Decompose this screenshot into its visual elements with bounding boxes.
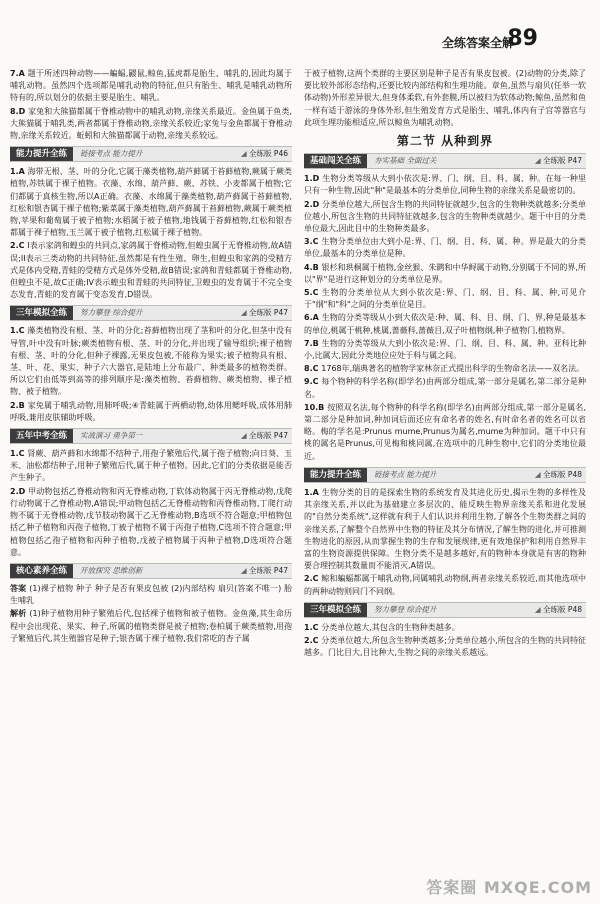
section-bar-subtitle: 链接考点 能力提升 bbox=[374, 469, 437, 479]
section-heading: 第二节 从种到界 bbox=[396, 134, 494, 149]
section-bar bbox=[10, 146, 292, 162]
answer-number: 3.C bbox=[304, 237, 322, 247]
answer-number: 7.B bbox=[304, 338, 322, 348]
answer-number: 4.B bbox=[304, 262, 322, 272]
answer-text: 家兔属于哺乳动物,用肺呼吸;④青蛙属于两栖动物,幼体用鳃呼吸,成体用肺呼吸,兼用皮肤辅助呼吸。 bbox=[10, 400, 292, 422]
section-bar-ref: ◢ 全练版 P48 bbox=[535, 468, 582, 482]
answer-item bbox=[304, 173, 586, 197]
answer-number: 9.C bbox=[304, 377, 322, 387]
section-bar-subtitle: 努力攀登 综合提升 bbox=[80, 308, 143, 318]
header-title: 全练答案全解 bbox=[441, 36, 514, 50]
answer-text: I表示家鸽和蝗虫的共同点,家鸽属于脊椎动物,但蝗虫属于无脊椎动物,故A错误;II表示三类动物的共同特征,虽然都是有性生殖、卵生,但蝗虫和家鸽的受精方式是体内受精,青蛙的受精方式是体外受精,故B错误;家鸽和青蛙都属于脊椎动物,但蝗虫不是,故C正确;IV表示蝗虫和青蛙的共同特征,卫蝗虫的发育属于不完全变态发育,青蛙的发育属于变态发育,D错误。 bbox=[10, 241, 292, 300]
answer-number: 1.C bbox=[10, 449, 28, 459]
answer-number: 8.D bbox=[10, 106, 29, 116]
section-bar-title: 核心素养全练 bbox=[10, 564, 73, 578]
answer-item bbox=[304, 376, 586, 400]
watermark: 答案圈 MXQE.COM bbox=[426, 878, 592, 897]
answer-item bbox=[304, 287, 586, 311]
section-bar-title: 能力提升全练 bbox=[304, 468, 367, 482]
answer-item bbox=[304, 487, 586, 572]
answer-text: (1)裸子植物 种子 种子是否有果皮包被 (2)内部结构 扇贝(答案不唯一) 胎生哺乳 bbox=[10, 583, 292, 606]
section-bar-ref: ◢ 全练版 P46 bbox=[241, 147, 288, 161]
answer-item bbox=[304, 199, 586, 236]
answer-item bbox=[10, 325, 292, 398]
section-bar bbox=[304, 467, 586, 483]
answer-text: 题干所述四种动物——蝙蝠,鼹鼠,鲸鱼,猛虎都是胎生、哺乳的,因此均属于哺乳动物。虽然四个选项都是哺乳动物的特征,但只有胎生、哺乳是哺乳动物所特有的,所以划分的依据主要是胎生、哺乳。 bbox=[10, 69, 292, 103]
answer-item bbox=[10, 608, 292, 645]
section-bar-subtitle: 实战演习 勇争第一 bbox=[80, 431, 143, 441]
answer-text: 于被子植物,这两个类群的主要区别是种子是否有果皮包被。(2)动物的分类,除了要比较外部形态结构,还要比较内部结构和生理功能。章鱼,虽然与扇贝(任举一软体动物)外形差异很大,但身体柔软,有外套膜,所以被归为软体动物;鲸鱼,虽然和鱼一样有适于游泳的身体外形,但生殖发育方式是胎生、哺乳,体内有子宫等器官与此项生理功能相适应,所以鲸鱼为哺乳动物。 bbox=[304, 69, 586, 127]
answer-item bbox=[10, 448, 292, 485]
section-bar-ref: ◢ 全练版 P47 bbox=[241, 306, 288, 320]
answer-text: 生物分类等级从大到小依次是:界、门、纲、目、科、属、种。在每一种里只有一种生物,因此"种"是最基本的分类单位,同种生物的亲缘关系是最密切的。 bbox=[304, 174, 587, 196]
answer-number: 2.D bbox=[10, 486, 29, 496]
answer-number: 1.C bbox=[10, 326, 28, 336]
answer-text: 生物的分类等级从大到小依次是:界、门、纲、目、科、属、种。亚科比种小,比属大,因此分类地位应处于科与属之间。 bbox=[304, 338, 586, 361]
answer-item bbox=[304, 635, 586, 659]
section-bar-title: 五年中考全练 bbox=[10, 429, 73, 443]
answer-item bbox=[304, 573, 586, 597]
section-bar-title: 三年模拟全练 bbox=[304, 603, 367, 617]
answer-item bbox=[10, 486, 292, 559]
answer-text: 分类单位越大,所包含生物种类越多;分类单位越小,所包含的生物的共同特征越多。门比目大,目比种大,生物之间的亲缘关系越远。 bbox=[304, 635, 587, 658]
answer-number: 8.C bbox=[304, 364, 322, 374]
answer-item bbox=[10, 583, 292, 607]
page-header bbox=[0, 0, 600, 58]
section-bar-subtitle: 夯实基础 全面过关 bbox=[374, 156, 437, 166]
answer-number: 6.A bbox=[304, 313, 322, 323]
answer-item bbox=[304, 338, 586, 362]
answer-text: 甲动物包括乙脊椎动物和丙无脊椎动物,丁软体动物属于丙无脊椎动物,戊爬行动物属于乙脊椎动物,A错误;甲动物包括乙无脊椎动物和丙脊椎动物,丁爬行动物不属于无脊椎动物,戊节肢动物属于乙无脊椎动物,B选项不符合题意;甲植物包括乙种子植物和丙孢子植物,丁被子植物不属于丙孢子植物,C选项不符合题意;甲植物包括乙孢子植物和丙种子植物,戊被子植物属于丙种子植物,D选项符合题意。 bbox=[10, 486, 292, 557]
section-bar bbox=[10, 305, 292, 321]
answer-item bbox=[10, 68, 292, 105]
answer-text: 按照双名法,每个物种的科学名称(即学名)由两部分组成,第一部分是属名,第二部分是种加词,种加词后面还应有命名者的姓名,有时命名者的姓名可以省略。梅的学名是:Prunus mume,Prunus为属名,mume为种加词。题干中只有桃的属名是Prunus,可见梅和桃同属,在选项中的几种生物中,它们的分类地位最近。 bbox=[304, 402, 586, 461]
answer-item bbox=[304, 236, 586, 260]
answer-item bbox=[304, 312, 586, 336]
answer-text: 银杉和珙桐属于植物,金丝猴、朱鹮和中华鲟属于动物,分别属于不同的界,所以"界"是进行这种划分的分类单位是界。 bbox=[304, 262, 586, 284]
answer-text: 生物的分类单位从大到小依次是:界、门、纲、目、科、属、种,可见介于"纲"和"科"之间的分类单位是目。 bbox=[304, 288, 586, 310]
section-bar-title: 三年模拟全练 bbox=[10, 306, 73, 320]
answer-item bbox=[10, 106, 292, 143]
answer-text: 家兔和大熊猫都属于脊椎动物中的哺乳动物,亲缘关系最近。金鱼属于鱼类,大熊猫属于哺乳类,两者都属于脊椎动物,亲缘关系较近;家兔与金鱼都属于脊椎动物,亲缘关系较近。蚯蚓和大熊猫都属于动物,亲缘关系较远。 bbox=[10, 106, 292, 141]
answer-text: 生物分类单位由大到小是:界、门、纲、目、科、属、种。界是最大的分类单位,最基本的分类单位是种。 bbox=[304, 237, 586, 259]
section-bar-subtitle: 链接考点 能力提升 bbox=[80, 149, 143, 159]
section-bar-ref: ◢ 全练版 P47 bbox=[241, 564, 288, 578]
section-bar-subtitle: 开放探究 思维创新 bbox=[80, 565, 143, 575]
answer-text: 分类单位越大,其包含的生物种类越多。 bbox=[321, 622, 460, 632]
answer-item bbox=[304, 402, 586, 463]
answer-text: 生物的分类等级从小到大依次是:种、属、科、目、纲、门、界,种是最基本的单位,桃属于桃种,桃属,蔷薇科,蔷薇目,双子叶植物纲,种子植物门,植物界。 bbox=[304, 313, 586, 335]
answer-number: 答案 bbox=[10, 583, 30, 593]
answer-item bbox=[10, 166, 292, 239]
section-bar-title: 能力提升全练 bbox=[10, 147, 73, 161]
section-bar bbox=[10, 428, 292, 444]
answer-number: 1.C bbox=[304, 622, 322, 632]
answer-item bbox=[10, 240, 292, 301]
section-bar bbox=[10, 563, 292, 579]
section-bar bbox=[304, 602, 586, 618]
answer-text: 藻类植物没有根、茎、叶的分化;苔藓植物出现了茎和叶的分化,但茎中没有导管,叶中没有叶脉;蕨类植物有根、茎、叶的分化,并出现了输导组织;裸子植物有根、茎、叶的分化,但种子裸露,无果皮包被,不能称为果实;被子植物具有根、茎、叶、花、果实、种子六大器官,是陆地上分布最广、种类最多的植物类群。所以它们由低等到高等的排列顺序是:藻类植物、苔藓植物、蕨类植物、裸子植物、被子植物。 bbox=[10, 326, 292, 397]
section-bar bbox=[304, 153, 586, 169]
answer-text: (1)种子植物用种子繁殖后代,包括裸子植物和被子植物。金鱼藻,其生命历程中会出现花、果实、种子,所属的植物类群是被子植物;卷柏属于蕨类植物,用孢子繁殖后代,其生殖器官是种子;银杏属于裸子植物,我们常吃的杏子属 bbox=[10, 609, 292, 643]
answer-text: 肾蕨、葫芦藓和水绵都不结种子,用孢子繁殖后代,属于孢子植物;向日葵、玉米、油松都结种子,用种子繁殖后代,属于种子植物。因此,它们的分类依据是能否产生种子。 bbox=[10, 449, 293, 483]
section-bar-subtitle: 努力攀登 综合提升 bbox=[374, 604, 437, 614]
page-number: 89 bbox=[507, 26, 538, 51]
answer-number: 解析 bbox=[10, 609, 30, 619]
answer-number: 2.D bbox=[304, 199, 323, 209]
answer-text: 鲸和蝙蝠都属于哺乳动物,同属哺乳动物纲,两者亲缘关系较近,而其他选项中的两种动物则同门不同纲。 bbox=[304, 574, 586, 596]
right-column bbox=[304, 68, 586, 660]
answer-number: 1.D bbox=[304, 174, 323, 184]
answer-number: 1.A bbox=[10, 167, 28, 177]
answer-item bbox=[304, 68, 586, 129]
answer-text: 1768年,瑞典著名的植物学家林奈正式提出科学的生物命名法——双名法。 bbox=[321, 364, 585, 374]
answer-item bbox=[304, 262, 586, 286]
answer-number: 2.C bbox=[304, 574, 322, 584]
answer-number: 2.C bbox=[10, 241, 28, 251]
left-column bbox=[10, 68, 292, 646]
answer-text: 生物分类的目的是探索生物的系统发育及其进化历史,揭示生物的多样性及其亲缘关系,并以此为基础建立多层次的、能反映生物界亲缘关系和进化发展的"自然分类系统",这样就有利于人们认识并利用生物,了解各个生物类群之间的亲缘关系,了解整个自然界中生物的特征及其分布情况,了解生物的进化,并可推测生物进化的原因,从而掌握生物的生存和发展规律,更有效地保护和利用自然界丰富的生物资源提供保障。生物分类不是越多越好,有的物种本身就是有害的物种要合理控制其数量而不能消灭,A错误。 bbox=[304, 487, 586, 571]
answer-text: 分类单位越大,所包含生物的共同特征就越少,包含的生物种类就越多;分类单位越小,所包含生物的共同特征就越多,包含的生物种类就越少。题干中目的分类单位最大,因此目中的生物种类最多。 bbox=[304, 199, 587, 234]
answer-number: 2.C bbox=[304, 635, 322, 645]
answer-number: 10.B bbox=[304, 402, 328, 412]
answer-item bbox=[304, 363, 586, 375]
section-bar-ref: ◢ 全练版 P47 bbox=[241, 429, 288, 443]
answer-number: 1.A bbox=[304, 487, 322, 497]
answer-item bbox=[304, 622, 586, 634]
section-bar-ref: ◢ 全练版 P47 bbox=[535, 154, 582, 168]
answer-text: 海带无根、茎、叶的分化,它属于藻类植物,葫芦藓属于苔藓植物,蕨属于蕨类植物,苏铁属于裸子植物。衣藻、水绵、葫芦藓、蕨、苏铁、小麦都属于植物;它们都属于真核生物,所以A正确。衣藻、水绵属于藻类植物,葫芦藓属于苔藓植物,红松和银杏属于裸子植物;紫菜属于藻类植物,葫芦藓属于苔藓植物,蕨属于蕨类植物,苹果和葡萄属于被子植物;水稻属于被子植物,地钱属于苔藓植物,红松和银杏都属于裸子植物,玉兰属于被子植物,红松属于裸子植物。 bbox=[10, 167, 292, 238]
answer-number: 5.C bbox=[304, 288, 322, 298]
answer-item bbox=[10, 400, 292, 424]
answer-number: 2.B bbox=[10, 400, 28, 410]
answer-text: 每个物种的科学名称(即学名)由两部分组成,第一部分是属名,第二部分是种名。 bbox=[304, 377, 586, 399]
answer-number: 7.A bbox=[10, 69, 28, 78]
section-bar-ref: ◢ 全练版 P48 bbox=[535, 603, 582, 617]
section-bar-title: 基础闯关全练 bbox=[304, 154, 367, 168]
